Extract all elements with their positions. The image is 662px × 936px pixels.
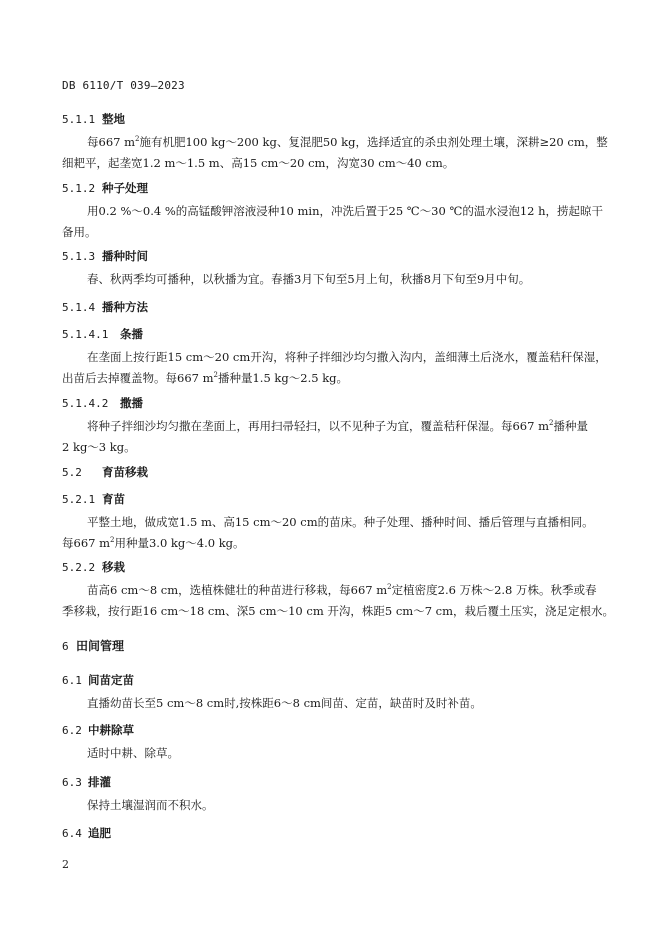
section-title: 中耕除草 <box>88 723 134 737</box>
section-body-5-1-2 <box>62 201 604 243</box>
body-line: 每667 $m^2$施有机肥100 kg～200 kg、复混肥50 kg，选择适宜的杀虫剂处理土壤，深耕≥20 cm，整 <box>87 135 608 149</box>
section-heading-5-1-4-1 <box>62 326 143 342</box>
section-title: 播种方法 <box>102 300 148 314</box>
section-number: 5.1.2 <box>62 182 96 195</box>
section-body-5-1-1 <box>62 132 608 174</box>
body-line: 细耙平，起垄宽1.2 m～1.5 m、高15 cm～20 cm，沟宽30 cm～40 cm。 <box>62 156 455 170</box>
section-heading-6-4 <box>62 825 111 841</box>
body-line: 适时中耕、除草。 <box>87 746 179 760</box>
section-heading-5-1-4 <box>62 299 148 315</box>
section-number: 5.1.4.2 <box>62 397 109 410</box>
section-body-5-2-2 <box>62 580 615 622</box>
section-title: 排灌 <box>88 775 111 789</box>
body-line: 季移栽，按行距16 cm～18 cm、深5 cm～10 cm 开沟，株距5 cm～7 cm，栽后覆土压实，浇足定根水。 <box>62 604 615 618</box>
section-number: 5.1.1 <box>62 113 96 126</box>
section-body-6-1 <box>62 693 598 714</box>
section-number: 6.3 <box>62 776 82 789</box>
section-heading-5-1-2 <box>62 180 148 196</box>
section-title: 育苗移栽 <box>102 465 148 479</box>
section-number: 5.1.3 <box>62 250 96 263</box>
section-title: 育苗 <box>102 492 125 506</box>
section-heading-5-1-3 <box>62 248 148 264</box>
section-heading-5-1-4-2 <box>62 395 143 411</box>
body-line: 苗高6 cm～8 cm，选植株健壮的种苗进行移栽，每667 $m^2$定植密度2.6 万株～2.8 万株。秋季或春 <box>87 583 597 597</box>
section-number: 5.2.1 <box>62 493 96 506</box>
section-body-5-1-4-2 <box>62 416 598 458</box>
body-line: 保持土壤湿润而不积水。 <box>87 798 214 812</box>
body-line: 用0.2 %～0.4 %的高锰酸钾溶液浸种10 min，冲洗后置于25 ℃～30 ℃的温水浸泡12 h，捞起晾干 <box>87 204 604 218</box>
section-number: 6.4 <box>62 827 82 840</box>
section-title: 播种时间 <box>102 249 148 263</box>
superscript-2: 2 <box>110 536 115 544</box>
section-heading-6-3 <box>62 774 111 790</box>
section-body-6-3 <box>62 795 598 816</box>
section-body-5-1-3 <box>62 269 598 290</box>
section-heading-6-2 <box>62 722 134 738</box>
section-title: 追肥 <box>88 826 111 840</box>
superscript-2: 2 <box>549 419 554 427</box>
page-number: 2 <box>62 858 69 871</box>
section-body-5-2-1 <box>62 512 598 554</box>
section-heading-6-1 <box>62 672 134 688</box>
section-heading-5-2-1 <box>62 491 125 507</box>
body-line: 春、秋两季均可播种，以秋播为宜。春播3月下旬至5月上旬，秋播8月下旬至9月中旬。 <box>87 272 531 286</box>
body-line: 直播幼苗长至5 cm～8 cm时,按株距6～8 cm间苗、定苗，缺苗时及时补苗。 <box>87 696 482 710</box>
superscript-2: 2 <box>135 135 140 143</box>
section-title: 间苗定苗 <box>88 673 134 687</box>
body-line: 平整土地，做成宽1.5 m、高15 cm～20 cm的苗床。种子处理、播种时间、播后管理与直播相同。 <box>87 515 594 529</box>
superscript-2: 2 <box>213 371 218 379</box>
section-body-6-2 <box>62 743 598 764</box>
section-title: 整地 <box>102 112 125 126</box>
section-number: 6.1 <box>62 674 82 687</box>
section-number: 5.1.4.1 <box>62 328 109 341</box>
section-number: 5.2 <box>62 466 82 479</box>
body-line: 备用。 <box>62 225 97 239</box>
document-code: DB 6110/T 039—2023 <box>62 79 185 92</box>
section-number: 5.1.4 <box>62 301 96 314</box>
superscript-2: 2 <box>387 583 392 591</box>
section-title: 田间管理 <box>76 639 125 653</box>
body-line: 在垄面上按行距15 cm～20 cm开沟，将种子拌细沙均匀撒入沟内，盖细薄土后浇水，覆盖秸秆保湿， <box>87 350 607 364</box>
body-line: 每667 $m^2$用种量3.0 kg～4.0 kg。 <box>62 536 245 550</box>
section-heading-5-2-2 <box>62 559 125 575</box>
body-line: 出苗后去掉覆盖物。每667 $m^2$播种量1.5 kg～2.5 kg。 <box>62 371 349 385</box>
chapter-heading-6 <box>62 637 124 654</box>
section-title: 撒播 <box>120 396 143 410</box>
section-title: 条播 <box>120 327 143 341</box>
body-line: 2 kg～3 kg。 <box>62 440 136 454</box>
section-heading-5-2 <box>62 464 148 480</box>
section-number: 5.2.2 <box>62 561 96 574</box>
section-heading-5-1-1 <box>62 111 125 127</box>
body-line: 将种子拌细沙均匀撒在垄面上，再用扫帚轻扫，以不见种子为宜，覆盖秸秆保湿。每667 $m^2$播种量 <box>87 419 588 433</box>
section-title: 种子处理 <box>102 181 148 195</box>
section-title: 移栽 <box>102 560 125 574</box>
section-body-5-1-4-1 <box>62 347 607 389</box>
section-number: 6.2 <box>62 724 82 737</box>
section-number: 6 <box>62 640 69 653</box>
